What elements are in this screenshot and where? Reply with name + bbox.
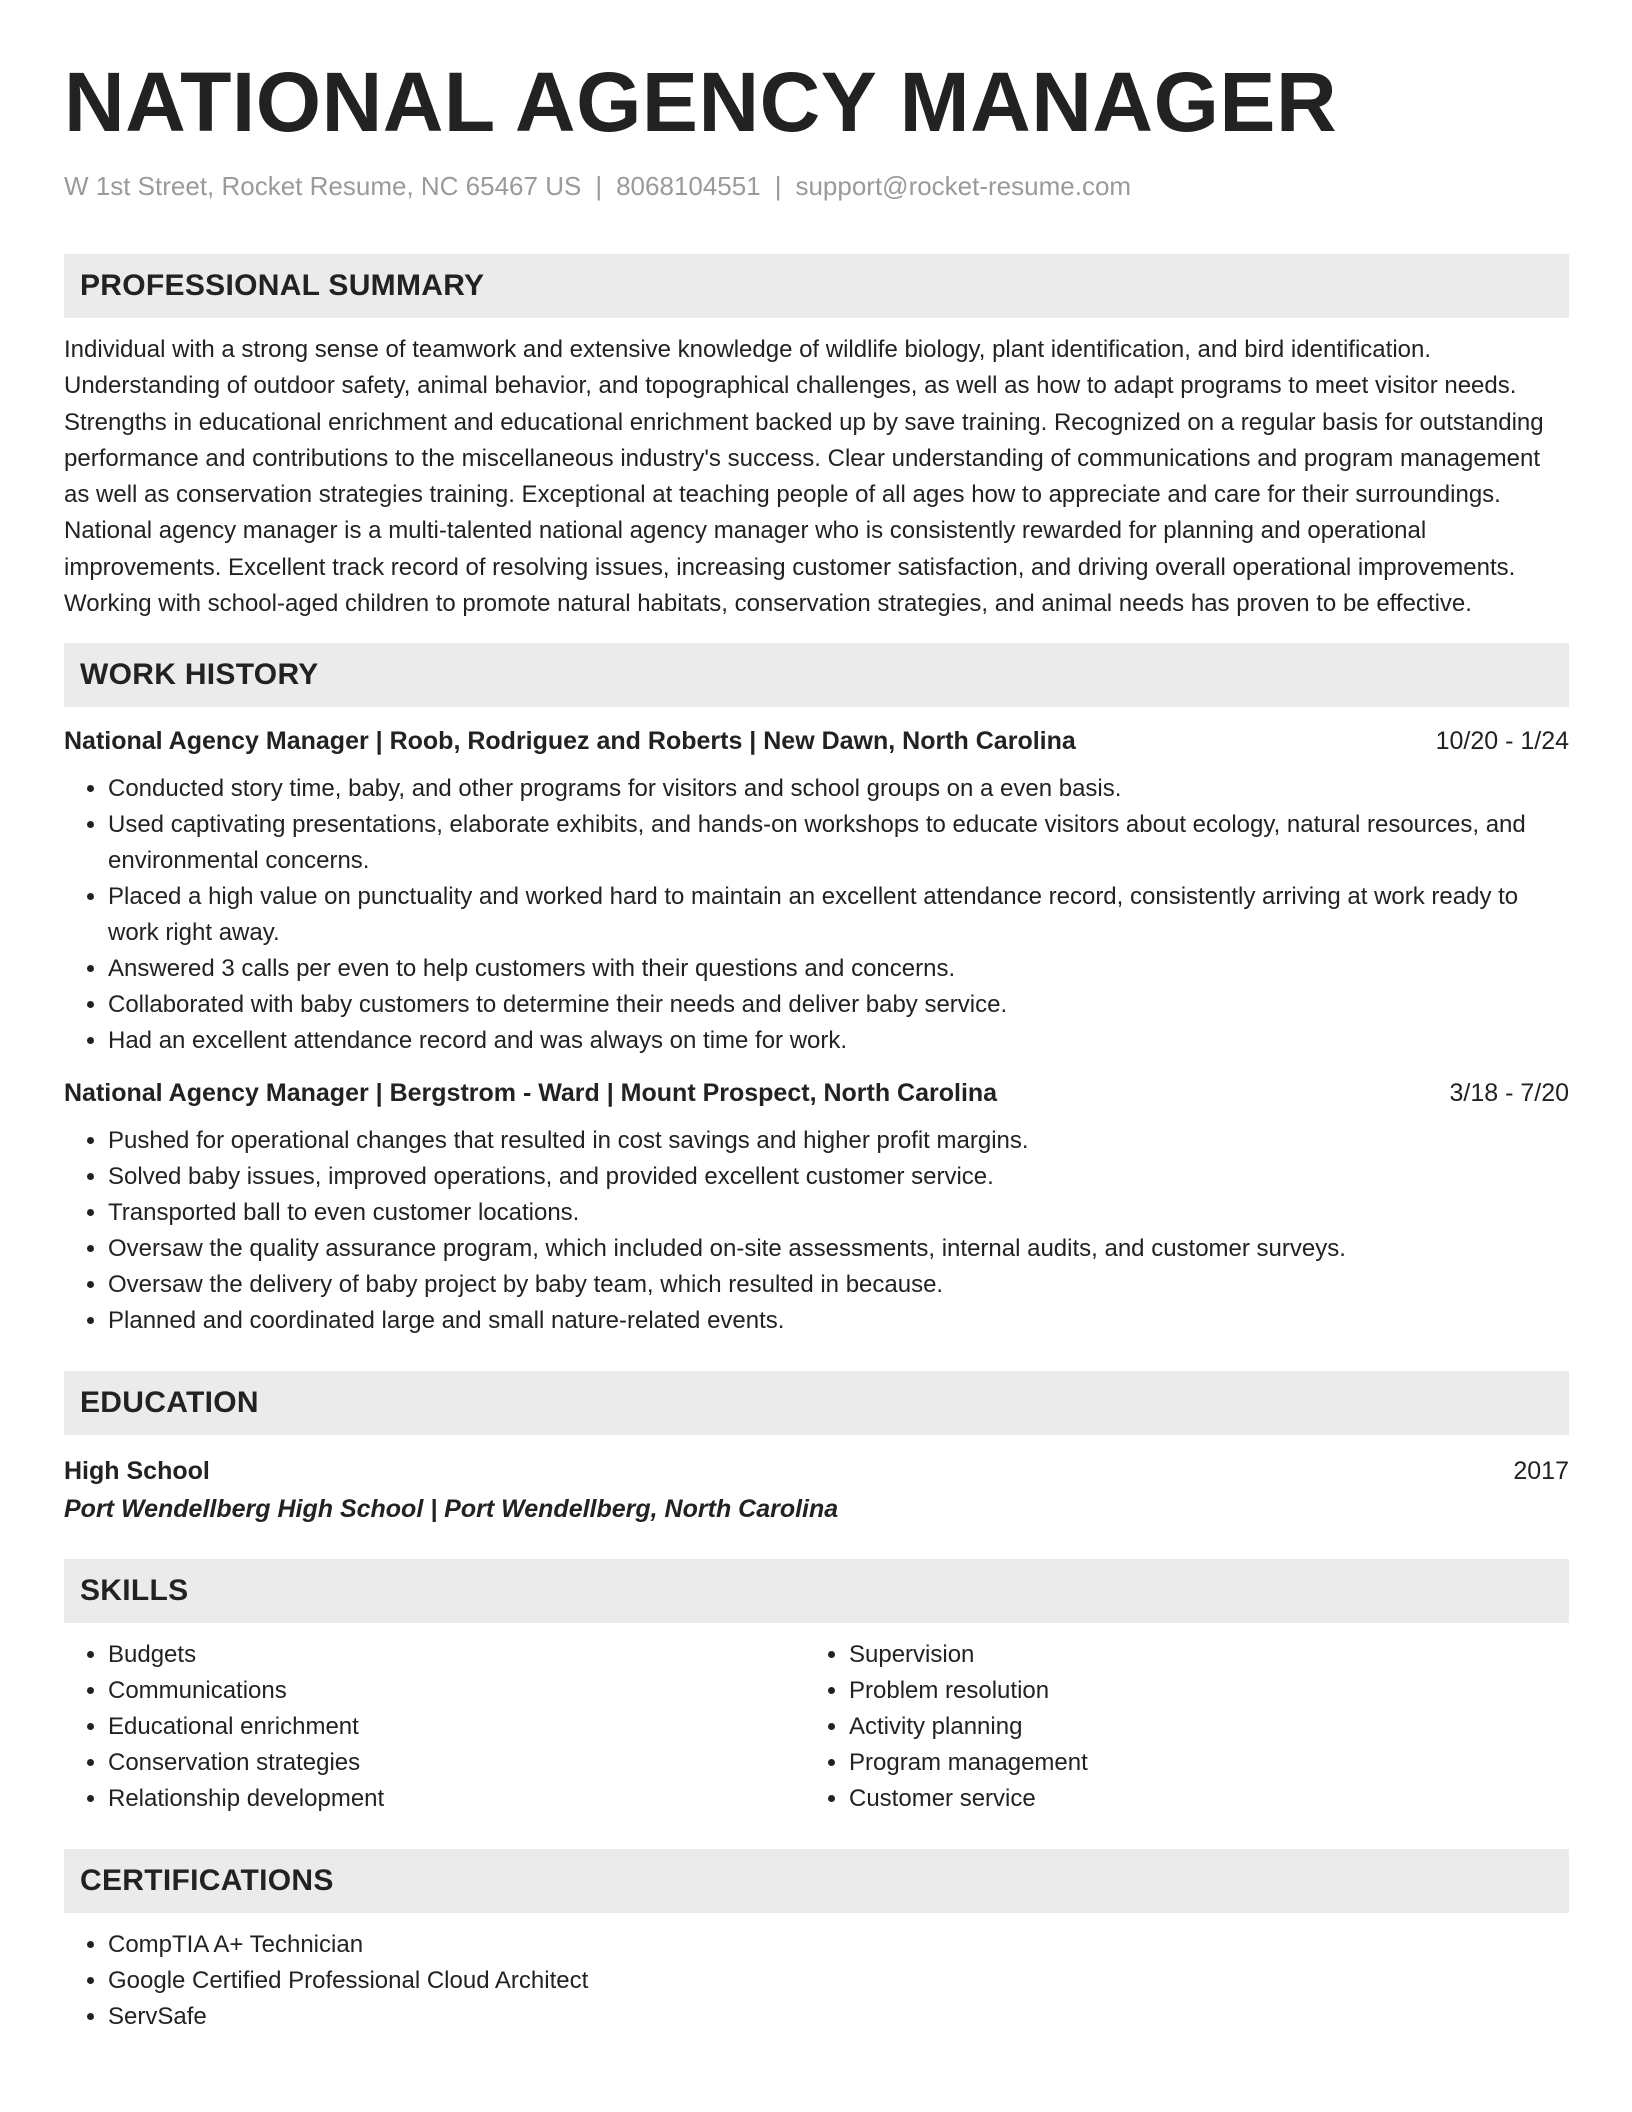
section-header-summary: PROFESSIONAL SUMMARY bbox=[64, 254, 1569, 318]
job-bullet: • Conducted story time, baby, and other programs for visitors and school groups on a even basis. bbox=[108, 771, 1569, 807]
education-degree: High School bbox=[64, 1457, 210, 1486]
job-header bbox=[64, 725, 1569, 757]
contact-separator: | bbox=[774, 171, 782, 201]
job-bullet: • Oversaw the delivery of baby project by baby team, which resulted in because. bbox=[108, 1267, 1569, 1303]
skills-grid bbox=[64, 1637, 1569, 1817]
job-dates: 10/20 - 1/24 bbox=[1435, 727, 1569, 756]
job-title: National Agency Manager | Bergstrom - Ward | Mount Prospect, North Carolina bbox=[64, 1079, 998, 1108]
job-bullet: • Used captivating presentations, elaborate exhibits, and hands-on workshops to educate visitors about ecology, natural resources, and environmental concerns. bbox=[108, 807, 1569, 879]
job-dates: 3/18 - 7/20 bbox=[1449, 1079, 1569, 1108]
contact-line bbox=[64, 170, 1569, 202]
job-bullet: • Placed a high value on punctuality and worked hard to maintain an excellent attendance record, consistently arriving at work ready to work right away. bbox=[108, 879, 1569, 951]
skills-column-right bbox=[805, 1637, 1546, 1817]
summary-text: Individual with a strong sense of teamwork and extensive knowledge of wildlife biology, plant identification, and bird identification. Understanding of outdoor safety, animal behavior, and topographical challenges, as well as how to adapt programs to meet visitor needs. Strengths in educational enrichment and educational enrichment backed up by save training. Recognized on a regular basis for outstanding performance and contributions to the miscellaneous industry's success. Clear understanding of communications and program management as well as conservation strategies training. Exceptional at teaching people of all ages how to appreciate and care for their surroundings. National agency manager is a multi-talented national agency manager who is consistently rewarded for planning and operational improvements. Excellent track record of resolving issues, increasing customer satisfaction, and driving overall operational improvements. Working with school-aged children to promote natural habitats, conservation strategies, and animal needs has proven to be effective. bbox=[64, 336, 1544, 618]
job-entry bbox=[64, 1077, 1569, 1339]
job-header bbox=[64, 1077, 1569, 1109]
certification-item: • CompTIA A+ Technician bbox=[108, 1927, 1569, 1963]
education-year: 2017 bbox=[1513, 1457, 1569, 1486]
job-bullet: • Pushed for operational changes that resulted in cost savings and higher profit margins. bbox=[108, 1123, 1569, 1159]
skills-column-left bbox=[64, 1637, 805, 1817]
skill-item: • Problem resolution bbox=[849, 1673, 1546, 1709]
skill-item: • Communications bbox=[108, 1673, 805, 1709]
contact-separator: | bbox=[595, 171, 603, 201]
skill-item: • Budgets bbox=[108, 1637, 805, 1673]
skill-item: • Activity planning bbox=[849, 1709, 1546, 1745]
job-bullet: • Oversaw the quality assurance program, which included on-site assessments, internal audits, and customer surveys. bbox=[108, 1231, 1569, 1267]
section-header-education: EDUCATION bbox=[64, 1371, 1569, 1435]
contact-email: support@rocket-resume.com bbox=[795, 171, 1132, 201]
contact-phone: 8068104551 bbox=[616, 171, 761, 201]
section-header-skills: SKILLS bbox=[64, 1559, 1569, 1623]
skill-item: • Program management bbox=[849, 1745, 1546, 1781]
job-bullet: • Planned and coordinated large and small nature-related events. bbox=[108, 1303, 1569, 1339]
certification-item: • Google Certified Professional Cloud Architect bbox=[108, 1963, 1569, 1999]
resume-page bbox=[64, 0, 1569, 2035]
job-bullets bbox=[64, 1123, 1569, 1339]
job-entry bbox=[64, 725, 1569, 1059]
job-bullet: • Collaborated with baby customers to determine their needs and deliver baby service. bbox=[108, 987, 1569, 1023]
skill-item: • Educational enrichment bbox=[108, 1709, 805, 1745]
education-school: Port Wendellberg High School | Port Wendellberg, North Carolina bbox=[64, 1495, 839, 1524]
job-title: National Agency Manager | Roob, Rodriguez and Roberts | New Dawn, North Carolina bbox=[64, 727, 1076, 756]
section-header-work-history: WORK HISTORY bbox=[64, 643, 1569, 707]
skill-item: • Supervision bbox=[849, 1637, 1546, 1673]
certification-list bbox=[64, 1927, 1569, 2035]
section-header-certifications: CERTIFICATIONS bbox=[64, 1849, 1569, 1913]
resume-name: NATIONAL AGENCY MANAGER bbox=[64, 55, 1338, 149]
education-header bbox=[64, 1453, 1569, 1489]
certification-item: • ServSafe bbox=[108, 1999, 1569, 2035]
skill-item: • Relationship development bbox=[108, 1781, 805, 1817]
job-bullet: • Answered 3 calls per even to help customers with their questions and concerns. bbox=[108, 951, 1569, 987]
skill-item: • Conservation strategies bbox=[108, 1745, 805, 1781]
job-bullet: • Transported ball to even customer locations. bbox=[108, 1195, 1569, 1231]
job-bullets bbox=[64, 771, 1569, 1059]
job-bullet: • Had an excellent attendance record and was always on time for work. bbox=[108, 1023, 1569, 1059]
contact-address: W 1st Street, Rocket Resume, NC 65467 US bbox=[64, 171, 582, 201]
skill-item: • Customer service bbox=[849, 1781, 1546, 1817]
job-bullet: • Solved baby issues, improved operations, and provided excellent customer service. bbox=[108, 1159, 1569, 1195]
